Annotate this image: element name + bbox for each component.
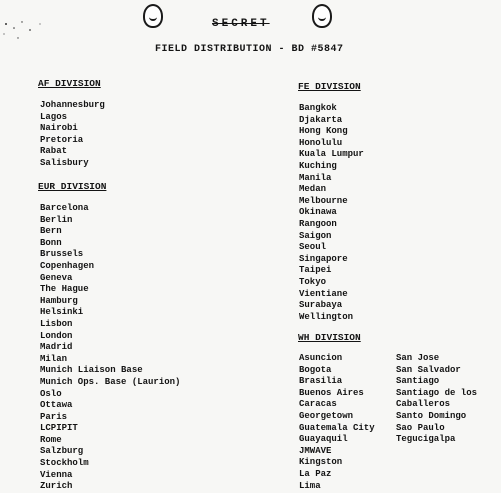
- station-entry: Pretoria: [40, 134, 84, 145]
- station-entry: Tokyo: [299, 276, 327, 287]
- station-entry: Djakarta: [299, 114, 343, 125]
- station-entry: Surabaya: [299, 300, 343, 311]
- station-entry: Santo Domingo: [396, 410, 467, 421]
- station-entry: Geneva: [40, 272, 73, 283]
- af-station-list: [40, 100, 105, 170]
- station-entry: Georgetown: [299, 410, 354, 421]
- af-division-heading: AF DIVISION: [38, 78, 101, 89]
- station-entry: Helsinki: [40, 307, 84, 318]
- station-entry: Salisbury: [40, 157, 89, 168]
- station-entry: Bonn: [40, 237, 62, 248]
- station-entry: Kuala Lumpur: [299, 149, 364, 160]
- station-entry: San Jose: [396, 353, 440, 363]
- station-entry: Nairobi: [40, 123, 78, 134]
- station-entry: Copenhagen: [40, 260, 95, 271]
- station-entry: Vienna: [40, 469, 73, 480]
- station-entry: Singapore: [299, 253, 348, 264]
- station-entry: Saigon: [299, 230, 332, 241]
- station-entry: Johannesburg: [40, 100, 105, 110]
- left-face-stamp-icon: [143, 4, 163, 28]
- station-entry: Ottawa: [40, 400, 73, 411]
- station-entry: Santiago de los: [396, 387, 478, 398]
- station-entry: Kingston: [299, 457, 343, 468]
- station-entry: Barcelona: [40, 203, 89, 213]
- station-entry: Brussels: [40, 249, 84, 260]
- station-entry: Berlin: [40, 214, 73, 225]
- eur-division-heading: EUR DIVISION: [38, 181, 107, 192]
- classification-marking: SECRET: [212, 18, 270, 30]
- station-entry: Lima: [299, 480, 321, 491]
- eur-station-list: [40, 203, 180, 493]
- station-entry: Munich Liaison Base: [40, 365, 143, 376]
- station-entry: Honolulu: [299, 137, 343, 148]
- station-entry: Lagos: [40, 111, 68, 122]
- station-entry: Bern: [40, 226, 62, 237]
- station-entry: Milan: [40, 353, 68, 364]
- station-entry: Melbourne: [299, 195, 348, 206]
- station-entry: Sao Paulo: [396, 422, 445, 433]
- station-entry: Medan: [299, 184, 327, 195]
- station-entry: LCPIPIT: [40, 423, 78, 434]
- wh-station-list-col1: [299, 353, 375, 492]
- station-entry: Okinawa: [299, 207, 337, 218]
- station-entry: Santiago: [396, 376, 440, 387]
- station-entry: Vientiane: [299, 288, 348, 299]
- station-entry: Paris: [40, 411, 68, 422]
- station-entry: Kuching: [299, 160, 337, 171]
- wh-station-list-col2: [396, 353, 477, 446]
- station-entry: Asuncion: [299, 353, 343, 363]
- station-entry: Munich Ops. Base (Laurion): [40, 376, 181, 387]
- station-entry: Caballeros: [396, 399, 451, 410]
- scan-specks: [0, 18, 60, 48]
- station-entry: Lisbon: [40, 318, 73, 329]
- station-entry: Rangoon: [299, 218, 337, 229]
- station-entry: Rome: [40, 434, 62, 445]
- station-entry: Wellington: [299, 311, 354, 322]
- station-entry: Zurich: [40, 481, 73, 492]
- station-entry: La Paz: [299, 468, 332, 479]
- station-entry: Bogota: [299, 364, 332, 375]
- station-entry: Hong Kong: [299, 126, 348, 137]
- document-title: FIELD DISTRIBUTION - BD #5847: [155, 44, 344, 55]
- station-entry: Guatemala City: [299, 422, 375, 433]
- station-entry: Oslo: [40, 388, 62, 399]
- station-entry: Taipei: [299, 265, 332, 276]
- station-entry: Rabat: [40, 146, 68, 157]
- fe-station-list: [299, 103, 364, 323]
- station-entry: Brasilia: [299, 376, 343, 387]
- station-entry: London: [40, 330, 73, 341]
- wh-division-heading: WH DIVISION: [298, 332, 361, 343]
- station-entry: Stockholm: [40, 458, 89, 469]
- station-entry: San Salvador: [396, 364, 461, 375]
- station-entry: Salzburg: [40, 446, 84, 457]
- station-entry: Seoul: [299, 242, 327, 253]
- station-entry: Manila: [299, 172, 332, 183]
- station-entry: The Hague: [40, 284, 89, 295]
- station-entry: Tegucigalpa: [396, 434, 456, 445]
- station-entry: Madrid: [40, 342, 73, 353]
- right-face-stamp-icon: [312, 4, 332, 28]
- station-entry: JMWAVE: [299, 445, 332, 456]
- fe-division-heading: FE DIVISION: [298, 81, 361, 92]
- station-entry: Bangkok: [299, 103, 337, 113]
- station-entry: Guayaquil: [299, 434, 348, 445]
- station-entry: Buenos Aires: [299, 387, 364, 398]
- station-entry: Caracas: [299, 399, 337, 410]
- station-entry: Hamburg: [40, 295, 78, 306]
